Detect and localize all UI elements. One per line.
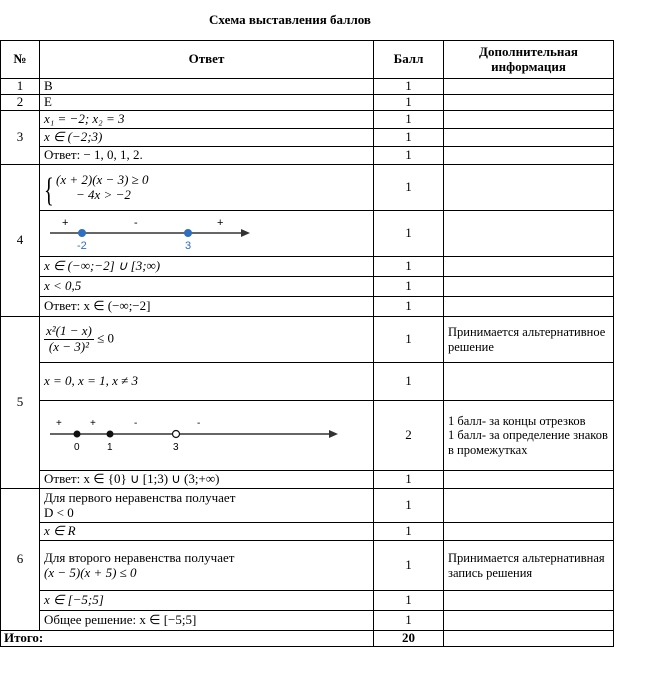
header-info: Дополнительная информация <box>444 41 614 79</box>
score-cell: 1 <box>374 541 444 591</box>
answer-cell <box>40 211 374 257</box>
interval-text: x ∈ (−∞;−2] ∪ [3;∞) <box>44 258 161 274</box>
point-label: -2 <box>77 239 87 252</box>
sign-mark: + <box>90 417 96 429</box>
answer-cell <box>40 541 374 591</box>
axis-arrow-icon <box>241 229 250 237</box>
header-row <box>1 41 614 79</box>
interval-text: x ∈ (−2;3) <box>44 129 103 145</box>
fraction <box>44 324 94 355</box>
info-cell <box>444 523 614 541</box>
info-cell <box>444 297 614 317</box>
info-cell <box>444 631 614 647</box>
point-label: 0 <box>74 441 80 453</box>
score-cell: 1 <box>374 317 444 363</box>
score-cell: 1 <box>374 277 444 297</box>
point-marker-open <box>173 430 180 437</box>
table-row <box>1 611 614 631</box>
score-cell: 2 <box>374 401 444 471</box>
number-line-q5 <box>44 414 344 454</box>
answer-cell <box>40 363 374 401</box>
answer-cell: Ответ: − 1, 0, 1, 2. <box>40 147 374 165</box>
info-line: 1 балл- за определение знаков в промежутках <box>448 428 608 457</box>
task-number: 3 <box>1 111 40 165</box>
table-row <box>1 363 614 401</box>
info-cell <box>444 363 614 401</box>
answer-cell: Ответ: x ∈ (−∞;−2] <box>40 297 374 317</box>
score-cell: 1 <box>374 79 444 95</box>
sign-mark: - <box>197 417 201 429</box>
answer-cell: Общее решение: x ∈ [−5;5] <box>40 611 374 631</box>
inequality-system <box>44 171 149 209</box>
table-row <box>1 257 614 277</box>
real-set-text: x ∈ R <box>44 523 76 539</box>
system-line-1: (x + 2)(x − 3) ≥ 0 <box>56 171 149 187</box>
total-row <box>1 631 614 647</box>
table-row <box>1 591 614 611</box>
table-row <box>1 211 614 257</box>
table-row <box>1 111 614 129</box>
fraction-numerator: x²(1 − x) <box>46 323 92 339</box>
header-score: Балл <box>374 41 444 79</box>
info-cell <box>444 129 614 147</box>
point-label: 1 <box>107 441 113 453</box>
info-cell <box>444 401 614 471</box>
answer-cell <box>40 277 374 297</box>
sign-mark: - <box>134 417 138 429</box>
score-cell: 1 <box>374 523 444 541</box>
table-row <box>1 95 614 111</box>
answer-cell <box>40 257 374 277</box>
score-cell: 1 <box>374 297 444 317</box>
score-cell: 1 <box>374 471 444 489</box>
score-cell: 1 <box>374 489 444 523</box>
answer-line: D < 0 <box>44 504 74 520</box>
table-row <box>1 79 614 95</box>
answer-cell <box>40 111 374 129</box>
task-number: 6 <box>1 489 40 631</box>
table-row <box>1 489 614 523</box>
info-cell <box>444 591 614 611</box>
info-cell <box>444 489 614 523</box>
sign-mark: + <box>217 216 224 229</box>
score-cell: 1 <box>374 611 444 631</box>
info-cell <box>444 165 614 211</box>
answer-line: Для второго неравенства получает <box>44 549 235 565</box>
answer-cell <box>40 591 374 611</box>
score-cell: 1 <box>374 363 444 401</box>
score-cell: 1 <box>374 211 444 257</box>
score-cell: 1 <box>374 257 444 277</box>
roots-text: x₁ = −2; x₂ = 3 <box>44 111 125 127</box>
answer-cell: Е <box>40 95 374 111</box>
info-cell: Принимается альтернативная запись решения <box>444 541 614 591</box>
header-num: № <box>1 41 40 79</box>
answer-cell <box>40 489 374 523</box>
task-number: 4 <box>1 165 40 317</box>
condition-text: x < 0,5 <box>44 278 82 294</box>
info-cell <box>444 211 614 257</box>
answer-line: Для первого неравенства получает <box>44 489 236 505</box>
fraction-denominator: (x − 3)² <box>48 339 89 354</box>
total-label: Итого: <box>1 631 374 647</box>
task-number: 2 <box>1 95 40 111</box>
point-label: 3 <box>185 239 192 252</box>
point-label: 3 <box>173 441 179 453</box>
table-row <box>1 541 614 591</box>
answer-cell <box>40 165 374 211</box>
answer-line: (x − 5)(x + 5) ≤ 0 <box>44 564 137 580</box>
sign-mark: + <box>56 417 62 429</box>
table-row <box>1 277 614 297</box>
info-cell <box>444 471 614 489</box>
answer-cell: Ответ: x ∈ {0} ∪ [1;3) ∪ (3;+∞) <box>40 471 374 489</box>
number-line-q4 <box>44 212 254 252</box>
info-cell <box>444 79 614 95</box>
score-cell: 1 <box>374 111 444 129</box>
answer-cell <box>40 129 374 147</box>
header-answer: Ответ <box>40 41 374 79</box>
task-number: 5 <box>1 317 40 489</box>
answer-cell <box>40 523 374 541</box>
point-marker <box>74 430 81 437</box>
task-number: 1 <box>1 79 40 95</box>
info-cell <box>444 257 614 277</box>
interval-text: x ∈ [−5;5] <box>44 592 104 608</box>
brace-symbol: { <box>44 171 54 209</box>
point-marker <box>184 229 192 237</box>
sign-mark: + <box>62 216 69 229</box>
system-line-2: − 4x > −2 <box>76 186 131 202</box>
page-title: Схема выставления баллов <box>209 12 371 27</box>
info-cell <box>444 111 614 129</box>
answer-cell <box>40 401 374 471</box>
table-row <box>1 165 614 211</box>
info-cell <box>444 147 614 165</box>
table-row <box>1 523 614 541</box>
inequality-sign: ≤ 0 <box>97 330 115 346</box>
score-cell: 1 <box>374 165 444 211</box>
info-cell <box>444 611 614 631</box>
total-score: 20 <box>374 631 444 647</box>
axis-arrow-icon <box>329 430 338 438</box>
table-row <box>1 317 614 363</box>
info-cell: Принимается альтернативное решение <box>444 317 614 363</box>
sign-mark: - <box>134 216 138 229</box>
point-marker <box>78 229 86 237</box>
table-row <box>1 129 614 147</box>
info-cell <box>444 277 614 297</box>
table-row <box>1 297 614 317</box>
point-marker <box>107 430 114 437</box>
score-cell: 1 <box>374 591 444 611</box>
scoring-table <box>0 40 614 647</box>
points-text: x = 0, x = 1, x ≠ 3 <box>44 373 138 389</box>
answer-cell: В <box>40 79 374 95</box>
info-line: 1 балл- за концы отрезков <box>448 413 586 428</box>
table-row <box>1 471 614 489</box>
table-row <box>1 401 614 471</box>
score-cell: 1 <box>374 95 444 111</box>
table-row <box>1 147 614 165</box>
score-cell: 1 <box>374 147 444 165</box>
answer-cell <box>40 317 374 363</box>
info-cell <box>444 95 614 111</box>
score-cell: 1 <box>374 129 444 147</box>
